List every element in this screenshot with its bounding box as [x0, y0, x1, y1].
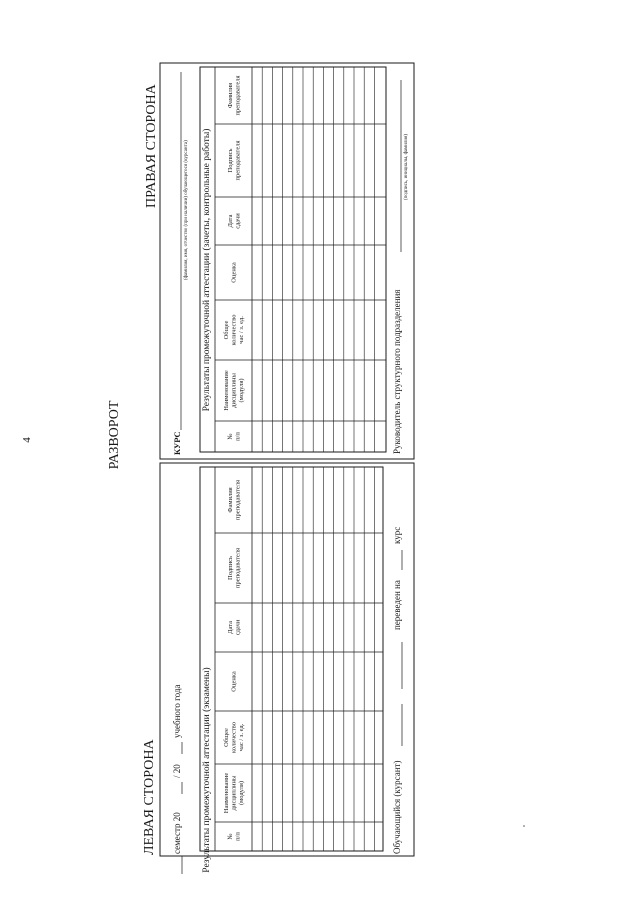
- spread-title: РАЗВОРОТ: [107, 400, 122, 470]
- column-header-line: Подпись: [226, 148, 234, 173]
- column-header: [231, 262, 238, 283]
- credit-results-table: [200, 67, 386, 452]
- column-header: [223, 370, 245, 411]
- column-header-line: преподавателя: [234, 140, 242, 181]
- column-header-line: Фамилия: [226, 487, 234, 513]
- column-header-line: количество: [230, 721, 238, 754]
- column-header-line: №: [226, 833, 234, 840]
- svg-text:семестр 20: [172, 812, 182, 854]
- academic-year-label: учебного года: [172, 684, 182, 738]
- column-header-line: Фамилия: [226, 82, 234, 109]
- page-number: 4: [21, 437, 33, 443]
- column-header: [227, 548, 242, 588]
- column-header-line: Дата: [226, 621, 234, 634]
- left-side-title: ЛЕВАЯ СТОРОНА: [142, 739, 157, 855]
- column-header: [227, 832, 242, 841]
- course-header-label: КУРС: [172, 431, 182, 455]
- right-table-title: Результаты промежуточной аттестации (зачеты, контрольные работы): [202, 128, 212, 412]
- column-header: [227, 75, 242, 115]
- name-caption: (фамилия, имя, отчество (при наличии) обучающегося (курсанта): [184, 140, 189, 280]
- column-header-line: п/п: [234, 832, 242, 841]
- column-header-line: (модуля): [238, 378, 245, 403]
- column-header: [223, 722, 245, 753]
- column-header-line: Наименование: [223, 772, 230, 814]
- course-label: курс: [392, 526, 402, 544]
- column-header-line: сдачи: [234, 619, 242, 636]
- column-header: [227, 213, 242, 229]
- semester-label: семестр 20: [172, 812, 182, 854]
- head-of-department-label: Руководитель структурного подразделения: [392, 289, 402, 454]
- transferred-label: переведен на: [392, 580, 402, 630]
- column-header-line: Подпись: [226, 556, 234, 580]
- column-header: [227, 480, 242, 520]
- column-header: [223, 773, 245, 814]
- year-separator: / 20: [172, 764, 182, 778]
- stray-dot: [523, 825, 525, 827]
- column-header: [227, 619, 242, 635]
- left-frame: [160, 463, 414, 856]
- column-header-line: час / з. ед.: [238, 723, 245, 752]
- column-header: [223, 314, 245, 345]
- column-header-line: Оценка: [230, 671, 238, 692]
- student-label: Обучающийся (курсант): [392, 760, 402, 854]
- right-side-title: ПРАВАЯ СТОРОНА: [144, 84, 159, 208]
- column-header: [227, 140, 242, 180]
- column-header-line: количество: [230, 314, 238, 346]
- column-header-line: Общее: [223, 728, 230, 747]
- column-header-line: преподавателя: [234, 547, 242, 589]
- column-header-line: преподавателя: [234, 479, 242, 521]
- column-header-line: Наименование: [223, 370, 230, 411]
- column-header-line: дисциплины: [230, 373, 238, 408]
- column-header: [227, 432, 242, 441]
- column-header-line: Общее: [223, 320, 230, 340]
- column-header-line: час / з. ед.: [238, 316, 245, 344]
- right-frame: [160, 63, 414, 459]
- exam-results-table: [200, 467, 383, 851]
- column-header-line: №: [226, 433, 234, 440]
- column-header-line: Дата: [226, 214, 234, 228]
- signature-caption: (подпись, инициалы, фамилия): [404, 133, 409, 200]
- left-table-title: Результаты промежуточной аттестации (экзамены): [202, 667, 212, 873]
- column-header-line: п/п: [234, 432, 242, 441]
- column-header-line: дисциплины: [230, 775, 238, 811]
- column-header-line: преподавателя: [234, 75, 242, 116]
- column-header-line: сдачи: [234, 213, 242, 229]
- column-header: [231, 671, 238, 692]
- column-header-line: Оценка: [230, 262, 238, 283]
- column-header-line: (модуля): [238, 780, 245, 806]
